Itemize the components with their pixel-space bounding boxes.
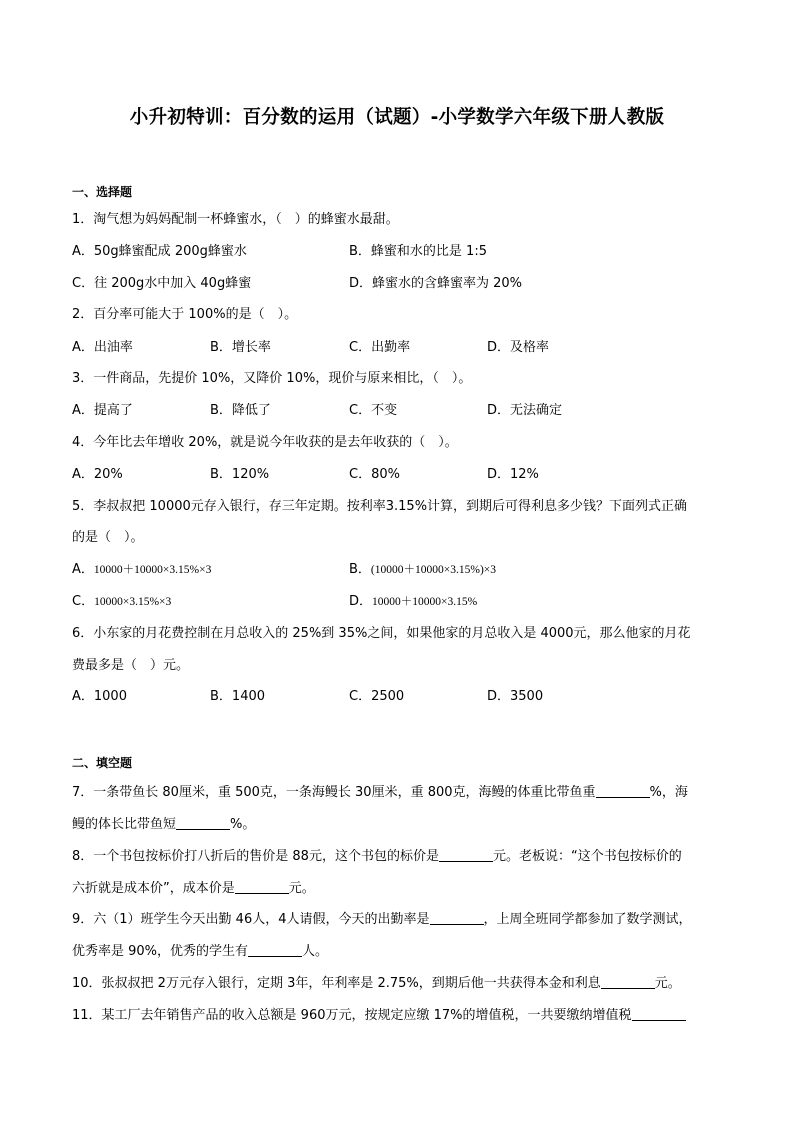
q9-text-2: ，上周全班同学都参加了数学测试， [483,912,692,927]
q9-text-3: 优秀率是 90%，优秀的学生有 [72,944,249,959]
q8-text-2: 元。老板说：“这个书包按标价的 [492,849,682,864]
q5-option-d-label: D． [349,594,373,609]
question-10 [72,972,681,991]
q9-answer-blank-1[interactable] [430,911,484,925]
q6-option-d: D．3500 [487,689,544,704]
q6-option-c: C．2500 [349,689,405,704]
q3-option-b: B．降低了 [210,403,271,418]
q4-option-d: D．12% [487,467,539,482]
q5-option-c-formula: 10000×3.15%×3 [94,596,172,608]
question-6-line-1: 6．小东家的月花费控制在月总收入的 25%到 35%之间，如果他家的月总收入是 4000元，那么他家的月花 [72,626,691,641]
question-7-line-1 [72,781,688,800]
q8-text-4: 元。 [288,881,315,896]
q8-answer-blank-1[interactable] [439,848,493,862]
question-4: 4．今年比去年增收 20%，就是说今年收获的是去年收获的（ ）。 [72,435,458,450]
q5-option-b-formula: (10000＋10000×3.15%)×3 [370,564,497,576]
q11-text-1: 11．某工厂去年销售产品的收入总额是 960万元，按规定应缴 17%的增值税，一共要缴纳增值税 [72,1008,632,1023]
q3-option-a: A．提高了 [72,403,133,418]
q4-option-b: B．120% [210,467,270,482]
q1-option-b: B．蜂蜜和水的比是 1:5 [349,244,487,259]
q7-answer-blank-1[interactable] [596,784,650,798]
question-1: 1．淘气想为妈妈配制一杯蜂蜜水，（ ）的蜂蜜水最甜。 [72,212,399,227]
q9-text-1: 9．六（1）班学生今天出勤 46人，4人请假，今天的出勤率是 [72,912,430,927]
q5-option-b-label: B． [349,562,371,577]
q7-text-4: %。 [230,817,256,832]
question-11 [72,1004,686,1023]
q5-option-a-label: A． [72,562,94,577]
question-9-line-1 [72,908,692,927]
q2-option-c: C．出勤率 [349,340,411,355]
question-5-line-2: 的是（ ）。 [72,530,144,545]
q5-option-d [349,590,477,609]
q8-text-3: 六折就是成本价”，成本价是 [72,881,235,896]
q2-option-d: D．及格率 [487,340,550,355]
q7-text-2: %，海 [649,785,688,800]
q5-option-c-label: C． [72,594,95,609]
question-8-line-2 [72,877,315,896]
q1-option-d: D．蜂蜜水的含蜂蜜率为 20% [349,276,523,291]
q10-text-2: 元。 [654,976,681,991]
q11-answer-blank[interactable] [632,1007,686,1021]
q2-option-b: B．增长率 [210,340,271,355]
q2-option-a: A．出油率 [72,340,133,355]
q3-option-d: D．无法确定 [487,403,563,418]
q5-option-b [349,558,496,577]
q5-option-c [72,590,171,609]
question-5-line-1: 5．李叔叔把 10000元存入银行，存三年定期。按利率3.15%计算，到期后可得利息多少钱？下面列式正确 [72,499,688,514]
q8-answer-blank-2[interactable] [235,880,289,894]
q5-option-a [72,558,211,577]
question-7-line-2 [72,813,255,832]
q3-option-c: C．不变 [349,403,398,418]
q7-answer-blank-2[interactable] [176,816,230,830]
q6-option-b: B．1400 [210,689,266,704]
page-title: 小升初特训：百分数的运用（试题）-小学数学六年级下册人教版 [129,107,665,128]
question-9-line-2 [72,940,328,959]
q7-text-1: 7．一条带鱼长 80厘米，重 500克，一条海鳗长 30厘米，重 800克，海鳗的体重比带鱼重 [72,785,596,800]
q5-option-d-formula: 10000＋10000×3.15% [372,596,478,608]
section-heading-fill: 二、填空题 [72,756,133,770]
question-2: 2．百分率可能大于 100%的是（ ）。 [72,307,298,322]
q10-text-1: 10．张叔叔把 2万元存入银行，定期 3年，年利率是 2.75%，到期后他一共获得本金和利息 [72,976,601,991]
q8-text-1: 8．一个书包按标价打八折后的售价是 88元，这个书包的标价是 [72,849,439,864]
q5-option-a-formula: 10000＋10000×3.15%×3 [93,564,212,576]
q1-option-a: A．50g蜂蜜配成 200g蜂蜜水 [72,244,247,259]
q6-option-a: A．1000 [72,689,127,704]
q7-text-3: 鳗的体长比带鱼短 [72,817,177,832]
question-6-line-2: 费最多是（ ）元。 [72,658,190,673]
q4-option-a: A．20% [72,467,123,482]
section-heading-choice: 一、选择题 [72,185,133,199]
question-8-line-1 [72,845,682,864]
question-3: 3．一件商品，先提价 10%，又降价 10%，现价与原来相比，（ ）。 [72,371,472,386]
q9-text-4: 人。 [302,944,329,959]
q1-option-c: C．往 200g水中加入 40g蜂蜜 [72,276,252,291]
q9-answer-blank-2[interactable] [248,943,302,957]
q10-answer-blank[interactable] [601,975,655,989]
q4-option-c: C．80% [349,467,400,482]
